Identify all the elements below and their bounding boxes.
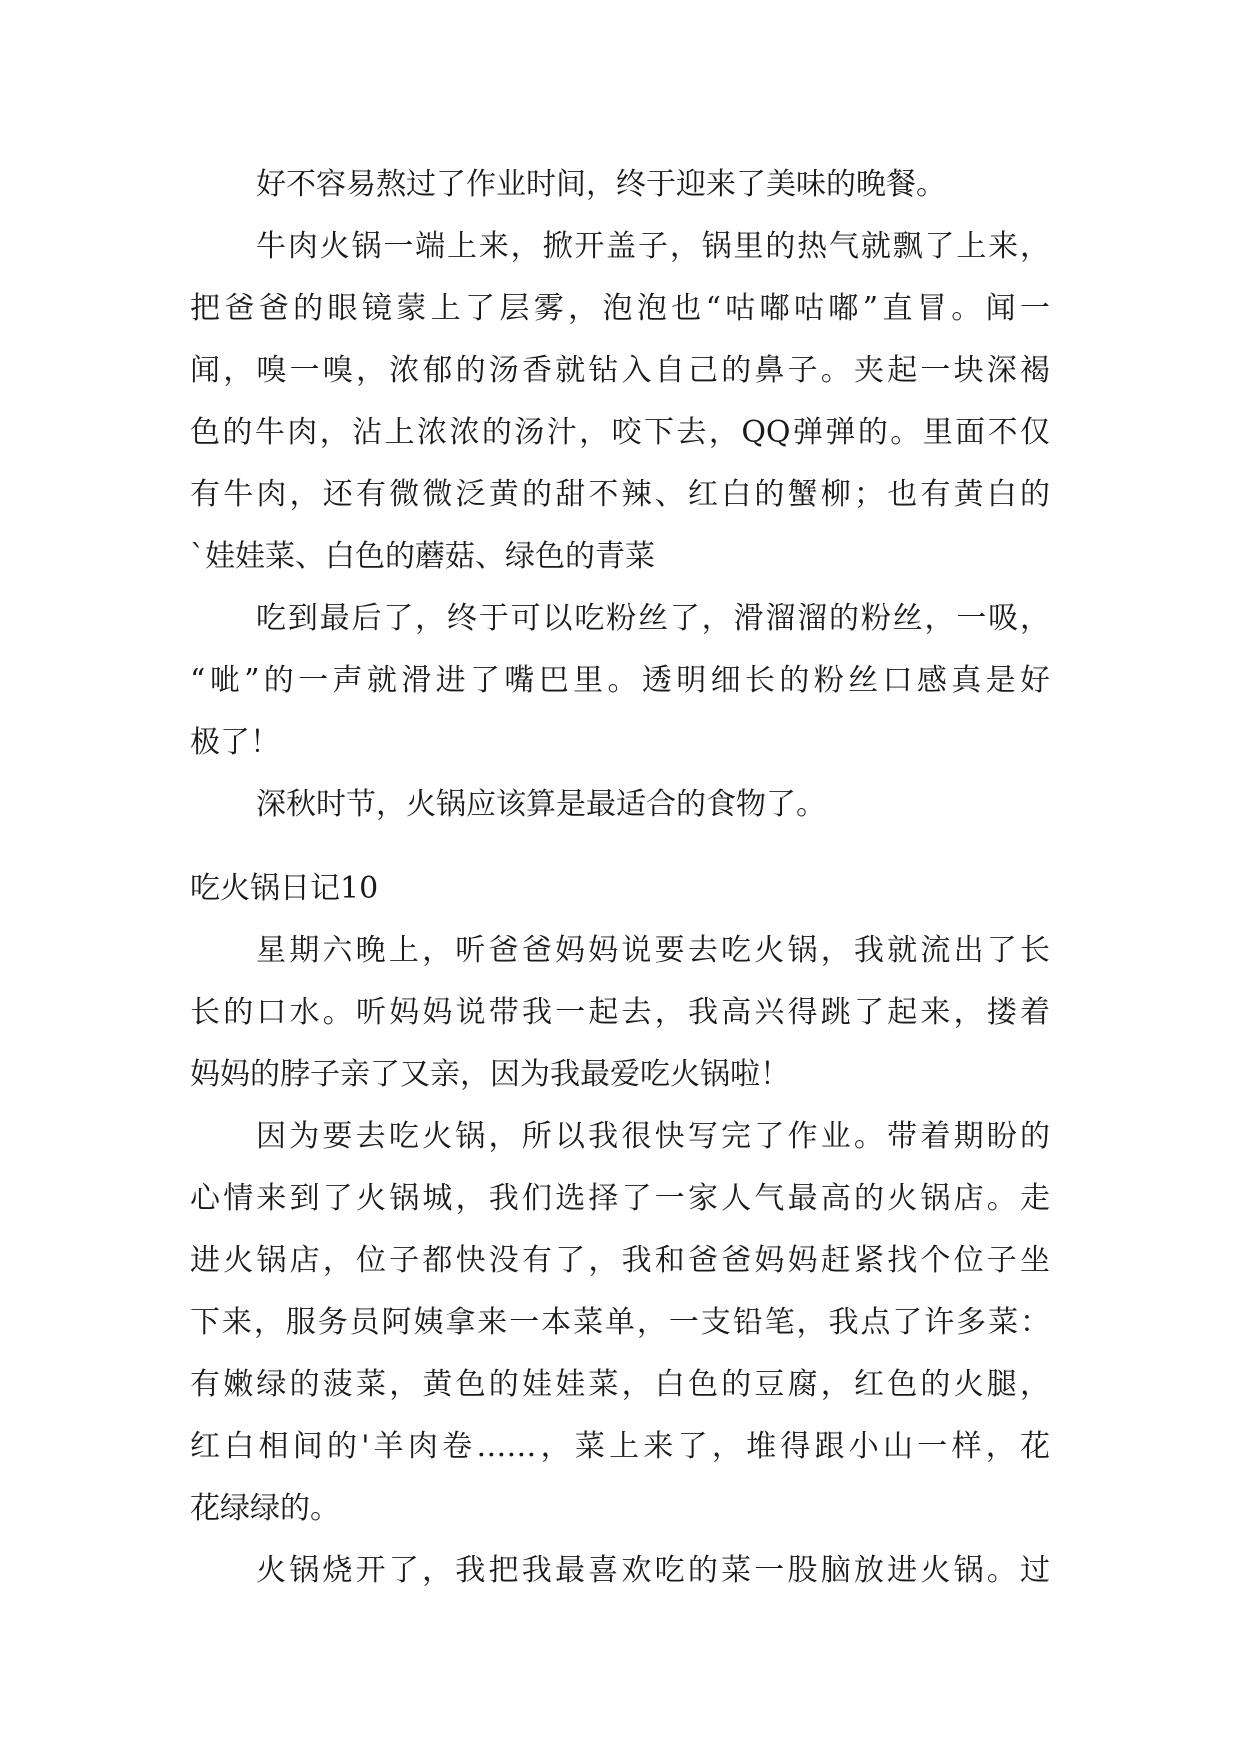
text-line: 深秋时节，火锅应该算是最适合的食物了。 bbox=[256, 787, 826, 822]
text-line: 妈妈的脖子亲了又亲，因为我最爱吃火锅啦！ bbox=[190, 1057, 790, 1092]
text-line: 长的口水。听妈妈说带我一起去，我高兴得跳了起来，搂着 bbox=[190, 995, 1050, 1030]
text-line: `娃娃菜、白色的蘑菇、绿色的青菜 bbox=[190, 539, 655, 574]
text-line: “呲”的一声就滑进了嘴巴里。透明细长的粉丝口感真是好 bbox=[190, 663, 1050, 698]
text-line: 把爸爸的眼镜蒙上了层雾，泡泡也“咕嘟咕嘟”直冒。闻一 bbox=[190, 291, 1050, 326]
diary-section-2 bbox=[190, 920, 1050, 1602]
paragraph bbox=[190, 1540, 1050, 1602]
paragraph bbox=[190, 920, 1050, 1106]
text-line: 星期六晚上，听爸爸妈妈说要去吃火锅，我就流出了长 bbox=[256, 933, 1050, 968]
text-line: 下来，服务员阿姨拿来一本菜单，一支铅笔，我点了许多菜： bbox=[190, 1305, 1050, 1340]
paragraph bbox=[190, 216, 1050, 588]
text-line: 花绿绿的。 bbox=[190, 1491, 340, 1526]
paragraph bbox=[190, 588, 1050, 774]
text-line: 红白相间的'羊肉卷……，菜上来了，堆得跟小山一样，花 bbox=[190, 1429, 1050, 1464]
text-line: 有牛肉，还有微微泛黄的甜不辣、红白的蟹柳；也有黄白的 bbox=[190, 477, 1050, 512]
text-line: 吃到最后了，终于可以吃粉丝了，滑溜溜的粉丝，一吸， bbox=[256, 601, 1050, 636]
paragraph bbox=[190, 154, 1050, 216]
paragraph bbox=[190, 1106, 1050, 1540]
section-heading bbox=[190, 858, 1050, 920]
heading-text: 吃火锅日记10 bbox=[190, 871, 379, 906]
text-line: 有嫩绿的菠菜，黄色的娃娃菜，白色的豆腐，红色的火腿， bbox=[190, 1367, 1050, 1402]
text-line: 极了！ bbox=[190, 725, 280, 760]
paragraph bbox=[190, 774, 1050, 836]
text-line: 闻，嗅一嗅，浓郁的汤香就钻入自己的鼻子。夹起一块深褐 bbox=[190, 353, 1050, 388]
text-line: 心情来到了火锅城，我们选择了一家人气最高的火锅店。走 bbox=[190, 1181, 1050, 1216]
diary-section-1 bbox=[190, 154, 1050, 836]
text-line: 进火锅店，位子都快没有了，我和爸爸妈妈赶紧找个位子坐 bbox=[190, 1243, 1050, 1278]
text-line: 色的牛肉，沾上浓浓的汤汁，咬下去，QQ弹弹的。里面不仅 bbox=[190, 415, 1050, 450]
text-line: 牛肉火锅一端上来，掀开盖子，锅里的热气就飘了上来， bbox=[256, 229, 1050, 264]
text-line: 火锅烧开了，我把我最喜欢吃的菜一股脑放进火锅。过 bbox=[256, 1553, 1050, 1588]
text-line: 好不容易熬过了作业时间，终于迎来了美味的晚餐。 bbox=[256, 167, 946, 202]
text-line: 因为要去吃火锅，所以我很快写完了作业。带着期盼的 bbox=[256, 1119, 1050, 1154]
